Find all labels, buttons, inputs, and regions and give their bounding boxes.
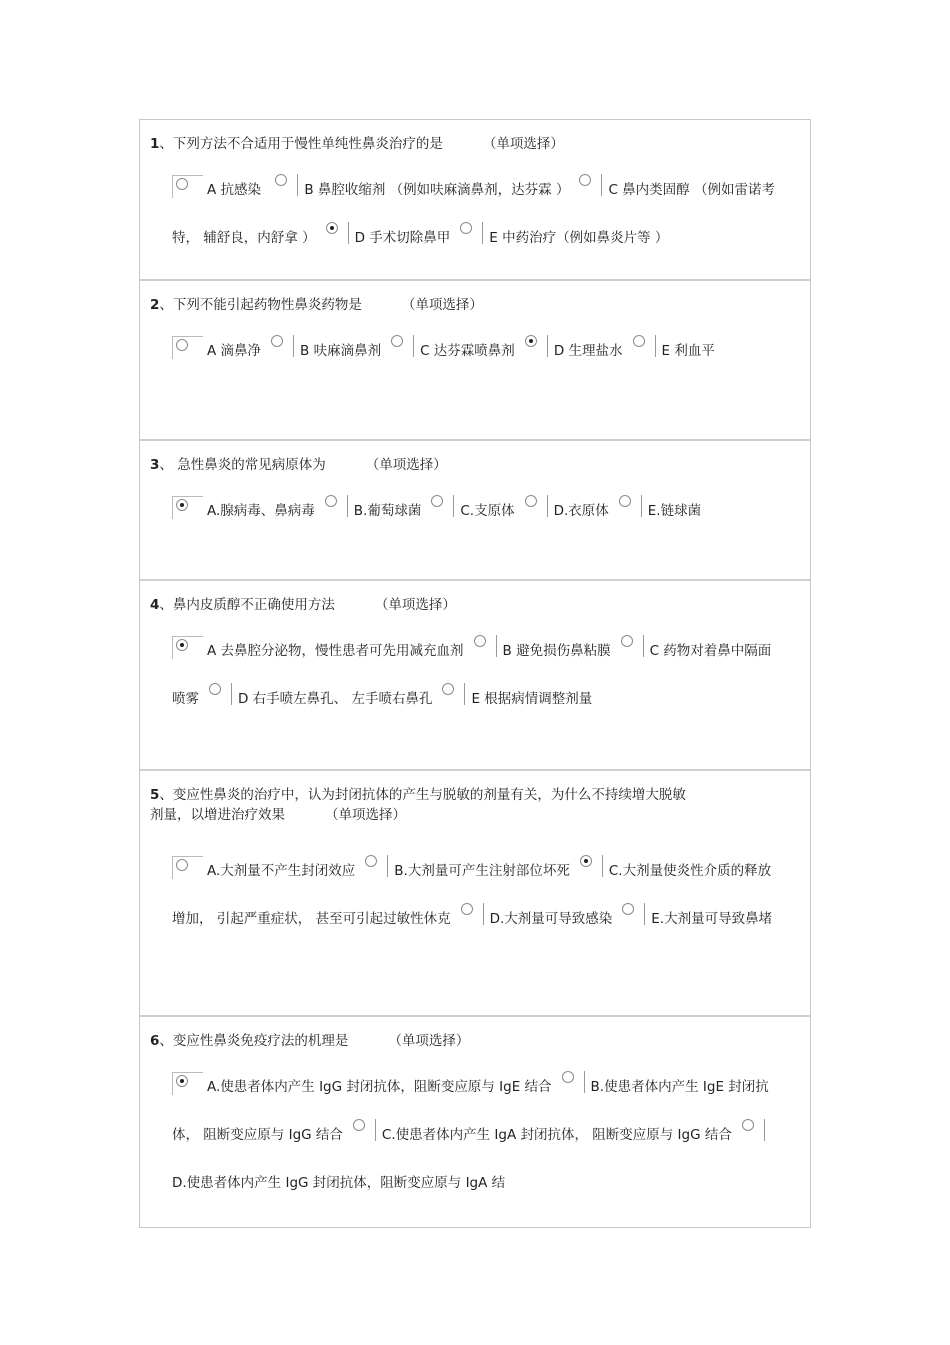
option-label: C 鼻内类固醇 （例如雷诺考特， 辅舒良，内舒拿 ） bbox=[172, 182, 775, 246]
question-stem bbox=[150, 134, 564, 154]
option-item[interactable] bbox=[450, 230, 668, 246]
option-label: E.大剂量可导致鼻堵 bbox=[651, 911, 773, 927]
option-divider bbox=[464, 683, 465, 705]
option-label: B.大剂量可产生注射部位坏死 bbox=[394, 863, 570, 879]
option-label: B 呋麻滴鼻剂 bbox=[300, 343, 382, 359]
quiz-container bbox=[139, 119, 811, 1228]
radio-icon[interactable] bbox=[461, 903, 473, 915]
radio-frame bbox=[172, 636, 203, 659]
question-type: （单项选择） bbox=[325, 807, 406, 823]
option-item[interactable] bbox=[623, 343, 715, 359]
option-label: D.衣原体 bbox=[553, 503, 609, 519]
option-item[interactable] bbox=[316, 230, 451, 246]
option-divider bbox=[483, 903, 484, 925]
option-item[interactable] bbox=[421, 503, 514, 519]
question-text: 、下列方法不合适用于慢性单纯性鼻炎治疗的是 bbox=[159, 136, 443, 152]
radio-icon[interactable] bbox=[365, 855, 377, 867]
option-label: E 根据病情调整剂量 bbox=[471, 691, 593, 707]
option-item[interactable] bbox=[515, 343, 623, 359]
radio-icon[interactable] bbox=[622, 903, 634, 915]
radio-icon[interactable] bbox=[621, 635, 633, 647]
radio-icon[interactable] bbox=[325, 495, 337, 507]
radio-icon[interactable] bbox=[742, 1119, 754, 1131]
option-divider bbox=[643, 635, 644, 657]
question-block bbox=[140, 281, 810, 441]
question-text: 、变应性鼻炎免疫疗法的机理是 bbox=[159, 1033, 349, 1049]
option-label: B.葡萄球菌 bbox=[353, 503, 422, 519]
question-number: 1 bbox=[150, 136, 160, 152]
question-stem bbox=[150, 295, 483, 315]
radio-icon[interactable] bbox=[619, 495, 631, 507]
question-number: 2 bbox=[150, 297, 160, 313]
option-divider bbox=[496, 635, 497, 657]
option-item[interactable] bbox=[432, 691, 592, 707]
option-label: C 药物对着鼻中隔面喷雾 bbox=[172, 643, 772, 707]
option-divider bbox=[231, 683, 232, 705]
radio-icon[interactable] bbox=[176, 859, 188, 871]
option-divider bbox=[584, 1071, 585, 1093]
radio-frame bbox=[172, 496, 203, 519]
option-item[interactable] bbox=[451, 911, 613, 927]
radio-selected-icon[interactable] bbox=[326, 222, 338, 234]
option-divider bbox=[602, 855, 603, 877]
option-item[interactable] bbox=[172, 643, 464, 659]
option-label: E 利血平 bbox=[661, 343, 715, 359]
option-label: A.使患者体内产生 IgG 封闭抗体，阻断变应原与 IgE 结合 bbox=[207, 1079, 552, 1095]
option-divider bbox=[297, 174, 298, 196]
option-divider bbox=[453, 495, 454, 517]
option-item[interactable] bbox=[355, 863, 570, 879]
question-block bbox=[140, 120, 810, 281]
option-label: C 达芬霖喷鼻剂 bbox=[420, 343, 515, 359]
option-label: D 右手喷左鼻孔、 左手喷右鼻孔 bbox=[238, 691, 433, 707]
radio-frame bbox=[172, 1072, 203, 1095]
question-block bbox=[140, 581, 810, 771]
options-group bbox=[172, 847, 782, 943]
option-divider bbox=[387, 855, 388, 877]
option-label: A 去鼻腔分泌物，慢性患者可先用减充血剂 bbox=[207, 643, 464, 659]
radio-icon[interactable] bbox=[353, 1119, 365, 1131]
question-type: （单项选择） bbox=[365, 457, 447, 473]
option-divider bbox=[764, 1119, 765, 1141]
question-block bbox=[140, 441, 810, 581]
radio-selected-icon[interactable] bbox=[176, 499, 188, 511]
option-label: E.链球菌 bbox=[647, 503, 702, 519]
question-type: （单项选择） bbox=[388, 1033, 470, 1049]
option-label: B.使患者体内产生 IgE 封闭抗体， 阻断变应原与 IgG 结合 bbox=[172, 1079, 769, 1143]
radio-selected-icon[interactable] bbox=[176, 1075, 188, 1087]
question-text: 、 急性鼻炎的常见病原体为 bbox=[159, 457, 326, 473]
question-text-cont: 剂量，以增进治疗效果 bbox=[150, 807, 285, 823]
question-stem bbox=[150, 595, 456, 615]
option-label: A.大剂量不产生封闭效应 bbox=[207, 863, 356, 879]
radio-selected-icon[interactable] bbox=[580, 855, 592, 867]
radio-icon[interactable] bbox=[275, 174, 287, 186]
option-label: B 鼻腔收缩剂 （例如呋麻滴鼻剂，达芬霖 ） bbox=[304, 182, 570, 198]
radio-icon[interactable] bbox=[474, 635, 486, 647]
option-item[interactable] bbox=[464, 643, 611, 659]
option-item[interactable] bbox=[199, 691, 432, 707]
question-text: 、下列不能引起药物性鼻炎药物是 bbox=[159, 297, 362, 313]
option-label: E 中药治疗（例如鼻炎片等 ） bbox=[489, 230, 669, 246]
option-label: D 生理盐水 bbox=[553, 343, 623, 359]
radio-selected-icon[interactable] bbox=[525, 335, 537, 347]
option-item[interactable] bbox=[515, 503, 609, 519]
option-item[interactable] bbox=[172, 343, 261, 359]
option-item[interactable] bbox=[172, 182, 265, 198]
radio-icon[interactable] bbox=[176, 178, 188, 190]
radio-frame bbox=[172, 336, 203, 359]
question-stem bbox=[150, 785, 686, 825]
option-divider bbox=[375, 1119, 376, 1141]
option-divider bbox=[348, 222, 349, 244]
question-number: 4 bbox=[150, 597, 160, 613]
options-group bbox=[172, 487, 782, 535]
option-label: C.支原体 bbox=[460, 503, 515, 519]
options-group bbox=[172, 1063, 782, 1207]
option-divider bbox=[547, 335, 548, 357]
option-divider bbox=[413, 335, 414, 357]
option-item[interactable] bbox=[609, 503, 701, 519]
question-type: （单项选择） bbox=[401, 297, 483, 313]
question-number: 5 bbox=[150, 787, 160, 803]
option-item[interactable] bbox=[343, 1127, 732, 1143]
radio-frame bbox=[172, 175, 203, 198]
radio-icon[interactable] bbox=[176, 339, 188, 351]
option-item[interactable] bbox=[381, 343, 515, 359]
option-label: C.大剂量使炎性介质的释放增加， 引起严重症状， 甚至可引起过敏性休克 bbox=[172, 863, 772, 927]
question-stem bbox=[150, 1031, 469, 1051]
option-divider bbox=[482, 222, 483, 244]
radio-icon[interactable] bbox=[633, 335, 645, 347]
option-label: A 滴鼻净 bbox=[207, 343, 262, 359]
option-item[interactable] bbox=[172, 503, 315, 519]
question-text: 、鼻内皮质醇不正确使用方法 bbox=[159, 597, 335, 613]
option-divider bbox=[655, 335, 656, 357]
option-divider bbox=[547, 495, 548, 517]
radio-icon[interactable] bbox=[579, 174, 591, 186]
option-item[interactable] bbox=[172, 1079, 552, 1095]
options-group bbox=[172, 327, 782, 375]
option-label: C.使患者体内产生 IgA 封闭抗体， 阻断变应原与 IgG 结合 bbox=[381, 1127, 732, 1143]
options-group bbox=[172, 627, 782, 723]
radio-icon[interactable] bbox=[209, 683, 221, 695]
option-item[interactable] bbox=[315, 503, 422, 519]
option-label: B 避免损伤鼻粘膜 bbox=[502, 643, 611, 659]
option-divider bbox=[601, 174, 602, 196]
option-divider bbox=[347, 495, 348, 517]
option-item[interactable] bbox=[612, 911, 772, 927]
radio-icon[interactable] bbox=[442, 683, 454, 695]
option-item[interactable] bbox=[172, 863, 355, 879]
question-stem bbox=[150, 455, 447, 475]
radio-icon[interactable] bbox=[460, 222, 472, 234]
option-label: A 抗感染 bbox=[207, 182, 266, 198]
question-type: （单项选择） bbox=[482, 136, 564, 152]
question-number: 3 bbox=[150, 457, 160, 473]
radio-icon[interactable] bbox=[271, 335, 283, 347]
question-text: 、变应性鼻炎的治疗中，认为封闭抗体的产生与脱敏的剂量有关，为什么不持续增大脱敏 bbox=[159, 787, 686, 803]
option-divider bbox=[641, 495, 642, 517]
option-label: D.使患者体内产生 IgG 封闭抗体，阻断变应原与 IgA 结 bbox=[172, 1175, 506, 1191]
option-label: A.腺病毒、鼻病毒 bbox=[207, 503, 315, 519]
question-type: （单项选择） bbox=[374, 597, 456, 613]
question-block bbox=[140, 1017, 810, 1227]
radio-icon[interactable] bbox=[562, 1071, 574, 1083]
option-item[interactable] bbox=[265, 182, 569, 198]
question-block bbox=[140, 771, 810, 1017]
options-group bbox=[172, 166, 782, 262]
radio-icon[interactable] bbox=[525, 495, 537, 507]
radio-icon[interactable] bbox=[431, 495, 443, 507]
option-item[interactable] bbox=[261, 343, 381, 359]
radio-selected-icon[interactable] bbox=[176, 639, 188, 651]
radio-frame bbox=[172, 856, 203, 879]
option-divider bbox=[293, 335, 294, 357]
option-label: D.大剂量可导致感染 bbox=[489, 911, 613, 927]
option-label: D 手术切除鼻甲 bbox=[354, 230, 451, 246]
radio-icon[interactable] bbox=[391, 335, 403, 347]
option-divider bbox=[644, 903, 645, 925]
question-number: 6 bbox=[150, 1033, 160, 1049]
